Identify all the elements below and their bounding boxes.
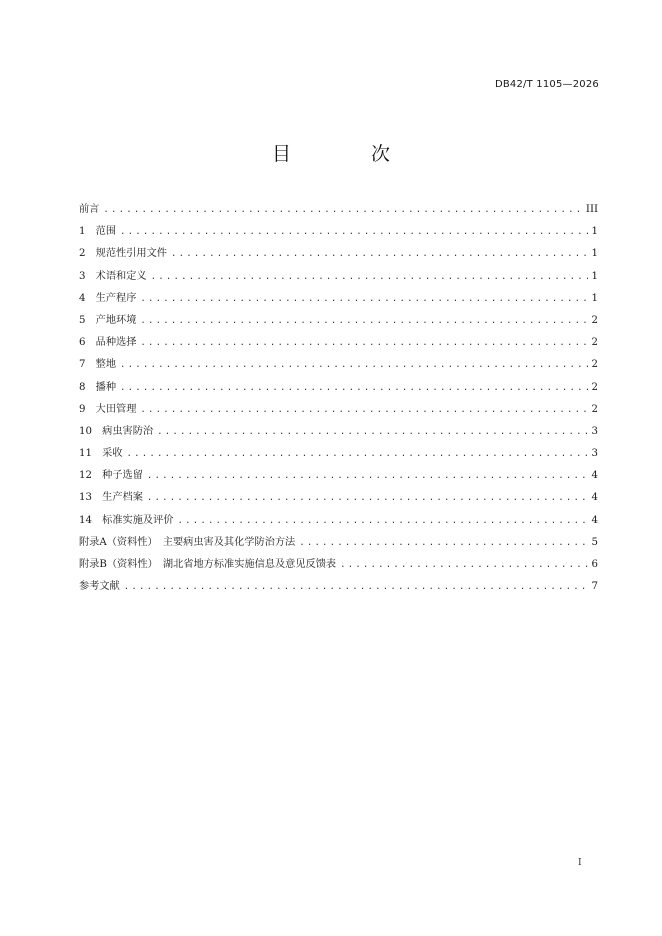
toc-entry-pest-control[interactable] <box>79 422 598 444</box>
toc-entry-label: 12 种子选留 <box>79 470 143 482</box>
toc-entry-page: 4 <box>591 514 598 526</box>
toc-entry-label: 7 整地 <box>79 359 117 371</box>
toc-entry-normative-references[interactable] <box>79 244 598 266</box>
table-of-contents <box>79 200 598 599</box>
dot-leader <box>103 205 582 215</box>
toc-entry-appendix-a[interactable] <box>79 533 598 555</box>
toc-entry-label: 参考文献 <box>79 581 120 593</box>
page-number: I <box>578 858 582 868</box>
toc-entry-land-preparation[interactable] <box>79 355 598 377</box>
toc-entry-page: 1 <box>591 270 598 282</box>
dot-leader <box>151 272 588 282</box>
dot-leader <box>120 383 587 393</box>
toc-entry-sowing[interactable] <box>79 378 598 400</box>
dot-leader <box>140 316 587 326</box>
toc-entry-field-management[interactable] <box>79 400 598 422</box>
toc-entry-page: 1 <box>591 292 598 304</box>
dot-leader <box>157 427 587 437</box>
toc-entry-label: 13 生产档案 <box>79 492 143 504</box>
dot-leader <box>124 582 588 592</box>
toc-entry-foreword[interactable] <box>79 200 598 222</box>
toc-entry-page: III <box>585 204 598 215</box>
toc-entry-page: 7 <box>591 581 598 593</box>
toc-entry-page: 2 <box>591 403 598 415</box>
dot-leader <box>299 538 587 548</box>
toc-entry-page: 3 <box>591 425 598 437</box>
toc-entry-appendix-b[interactable] <box>79 555 598 577</box>
toc-entry-label: 1 范围 <box>79 226 117 238</box>
toc-entry-scope[interactable] <box>79 222 598 244</box>
dot-leader <box>127 449 588 459</box>
dot-leader <box>177 516 587 526</box>
dot-leader <box>120 360 587 370</box>
toc-entry-page: 1 <box>591 226 598 238</box>
toc-entry-page: 4 <box>591 470 598 482</box>
toc-entry-page: 2 <box>591 381 598 393</box>
toc-entry-page: 2 <box>591 337 598 349</box>
toc-entry-seed-selection[interactable] <box>79 466 598 488</box>
toc-entry-label: 2 规范性引用文件 <box>79 248 167 260</box>
toc-entry-label: 11 采收 <box>79 448 123 460</box>
dot-leader <box>120 227 587 237</box>
toc-entry-label: 9 大田管理 <box>79 403 137 415</box>
dot-leader <box>340 560 587 570</box>
dot-leader <box>147 471 588 481</box>
toc-entry-label: 附录A（资料性） 主要病虫害及其化学防治方法 <box>79 536 296 548</box>
toc-entry-production-procedure[interactable] <box>79 289 598 311</box>
dot-leader <box>140 338 587 348</box>
toc-entry-label: 附录B（资料性） 湖北省地方标准实施信息及意见反馈表 <box>79 559 337 570</box>
toc-entry-page: 6 <box>591 559 598 570</box>
dot-leader <box>140 294 587 304</box>
toc-entry-page: 5 <box>591 536 598 548</box>
toc-entry-terms-definitions[interactable] <box>79 267 598 289</box>
toc-entry-label: 6 品种选择 <box>79 337 137 349</box>
dot-leader <box>171 249 588 259</box>
dot-leader <box>140 405 587 415</box>
document-code: DB42/T 1105—2026 <box>494 79 599 90</box>
toc-entry-label: 前言 <box>79 204 100 215</box>
toc-entry-page: 2 <box>591 359 598 371</box>
toc-entry-label: 5 产地环境 <box>79 314 137 326</box>
toc-entry-variety-selection[interactable] <box>79 333 598 355</box>
toc-entry-label: 10 病虫害防治 <box>79 425 154 437</box>
toc-entry-label: 8 播种 <box>79 381 117 393</box>
toc-entry-page: 2 <box>591 314 598 326</box>
toc-entry-page: 4 <box>591 492 598 504</box>
toc-entry-label: 4 生产程序 <box>79 292 137 304</box>
toc-entry-page: 1 <box>591 248 598 260</box>
toc-entry-production-environment[interactable] <box>79 311 598 333</box>
dot-leader <box>147 493 588 503</box>
toc-entry-bibliography[interactable] <box>79 577 598 599</box>
toc-entry-label: 3 术语和定义 <box>79 270 147 282</box>
toc-entry-label: 14 标准实施及评价 <box>79 514 174 526</box>
toc-entry-harvest[interactable] <box>79 444 598 466</box>
toc-entry-implementation-evaluation[interactable] <box>79 511 598 533</box>
toc-entry-production-records[interactable] <box>79 488 598 510</box>
toc-entry-page: 3 <box>591 448 598 460</box>
page-title: 目 次 <box>271 143 428 165</box>
